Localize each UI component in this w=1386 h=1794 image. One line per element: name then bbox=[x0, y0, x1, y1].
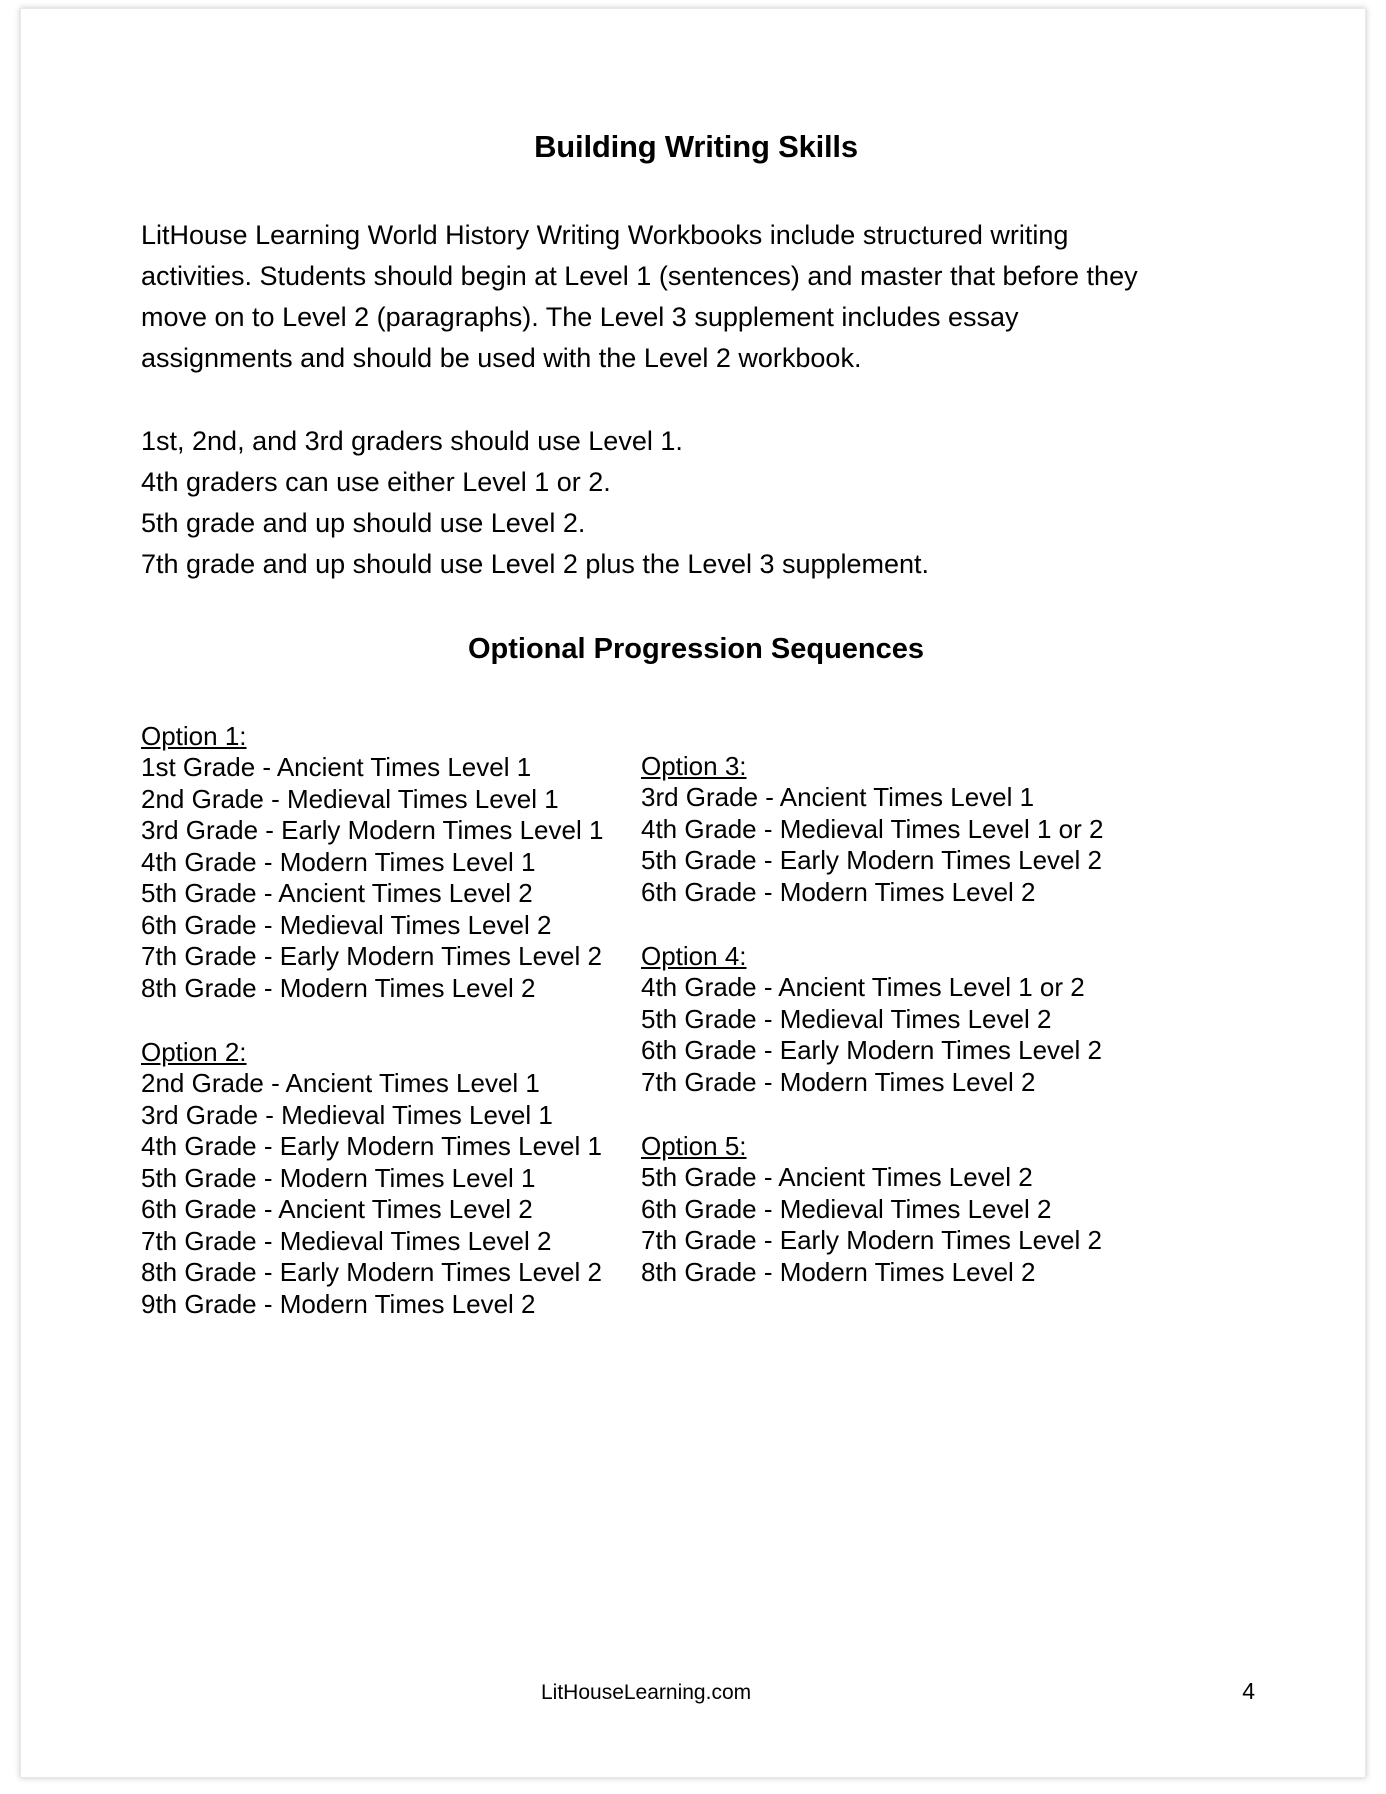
option-item: 6th Grade - Medieval Times Level 2 bbox=[141, 909, 552, 940]
option-item: 1st Grade - Ancient Times Level 1 bbox=[141, 752, 532, 782]
document-content bbox=[141, 129, 1251, 1320]
option-item: 8th Grade - Modern Times Level 2 bbox=[141, 972, 536, 1003]
progression-column-right bbox=[641, 720, 1141, 1320]
option-item: 6th Grade - Ancient Times Level 2 bbox=[141, 1194, 533, 1224]
option-item: 4th Grade - Medieval Times Level 1 or 2 bbox=[641, 813, 1104, 844]
option-block bbox=[141, 1036, 641, 1320]
option-label: Option 5: bbox=[641, 1131, 747, 1161]
option-item: 5th Grade - Medieval Times Level 2 bbox=[641, 1003, 1052, 1034]
grade-guidance-line: 1st, 2nd, and 3rd graders should use Level 1. bbox=[141, 426, 683, 456]
footer-page-number: 4 bbox=[1242, 1678, 1255, 1704]
option-item: 7th Grade - Medieval Times Level 2 bbox=[141, 1225, 552, 1256]
option-block bbox=[641, 750, 1141, 908]
option-item: 2nd Grade - Medieval Times Level 1 bbox=[141, 783, 559, 814]
grade-guidance-line: 5th grade and up should use Level 2. bbox=[141, 508, 586, 538]
option-label: Option 3: bbox=[641, 751, 747, 781]
option-item: 9th Grade - Modern Times Level 2 bbox=[141, 1288, 536, 1319]
option-item: 6th Grade - Medieval Times Level 2 bbox=[641, 1193, 1052, 1224]
option-item: 6th Grade - Modern Times Level 2 bbox=[641, 876, 1036, 907]
document-sheet bbox=[20, 8, 1366, 1778]
section-title: Optional Progression Sequences bbox=[467, 633, 925, 665]
option-item: 3rd Grade - Ancient Times Level 1 bbox=[641, 782, 1035, 812]
option-item: 4th Grade - Early Modern Times Level 1 bbox=[141, 1131, 602, 1161]
option-item: 5th Grade - Ancient Times Level 2 bbox=[141, 878, 533, 908]
option-label: Option 1: bbox=[141, 721, 247, 751]
progression-columns bbox=[141, 720, 1251, 1320]
option-item: 5th Grade - Ancient Times Level 2 bbox=[641, 1162, 1033, 1192]
page-title: Building Writing Skills bbox=[534, 129, 858, 164]
option-item: 3rd Grade - Medieval Times Level 1 bbox=[141, 1099, 553, 1130]
option-block bbox=[141, 720, 641, 1004]
option-item: 5th Grade - Early Modern Times Level 2 bbox=[641, 845, 1102, 875]
option-item: 2nd Grade - Ancient Times Level 1 bbox=[141, 1068, 540, 1098]
option-item: 5th Grade - Modern Times Level 1 bbox=[141, 1162, 536, 1193]
grade-guidance-line: 4th graders can use either Level 1 or 2. bbox=[141, 467, 611, 497]
option-item: 7th Grade - Early Modern Times Level 2 bbox=[641, 1225, 1102, 1255]
option-block bbox=[641, 1130, 1141, 1288]
grade-guidance-line: 7th grade and up should use Level 2 plus the Level 3 supplement. bbox=[141, 549, 930, 579]
grade-guidance-list bbox=[141, 421, 1251, 585]
option-block bbox=[641, 940, 1141, 1098]
option-item: 6th Grade - Early Modern Times Level 2 bbox=[641, 1035, 1102, 1065]
option-item: 4th Grade - Modern Times Level 1 bbox=[141, 846, 536, 877]
page-footer bbox=[141, 1678, 1255, 1705]
option-item: 7th Grade - Early Modern Times Level 2 bbox=[141, 941, 602, 971]
progression-column-left bbox=[141, 720, 641, 1320]
option-label: Option 4: bbox=[641, 941, 747, 971]
intro-paragraph bbox=[141, 215, 1151, 379]
option-item: 8th Grade - Modern Times Level 2 bbox=[641, 1256, 1036, 1287]
option-item: 4th Grade - Ancient Times Level 1 or 2 bbox=[641, 972, 1085, 1002]
intro-text: LitHouse Learning World History Writing Workbooks include structured writing activities. Students should begin at Level 1 (sentences) and master that before they move on to Level 2 (paragraphs). The Level 3 supplement includes essay assignments and should be used with the Level 2 workbook. bbox=[141, 220, 1138, 373]
option-label: Option 2: bbox=[141, 1037, 247, 1067]
option-item: 8th Grade - Early Modern Times Level 2 bbox=[141, 1257, 602, 1287]
option-item: 7th Grade - Modern Times Level 2 bbox=[641, 1066, 1036, 1097]
footer-site-name: LitHouseLearning.com bbox=[541, 1681, 752, 1704]
option-item: 3rd Grade - Early Modern Times Level 1 bbox=[141, 815, 604, 845]
